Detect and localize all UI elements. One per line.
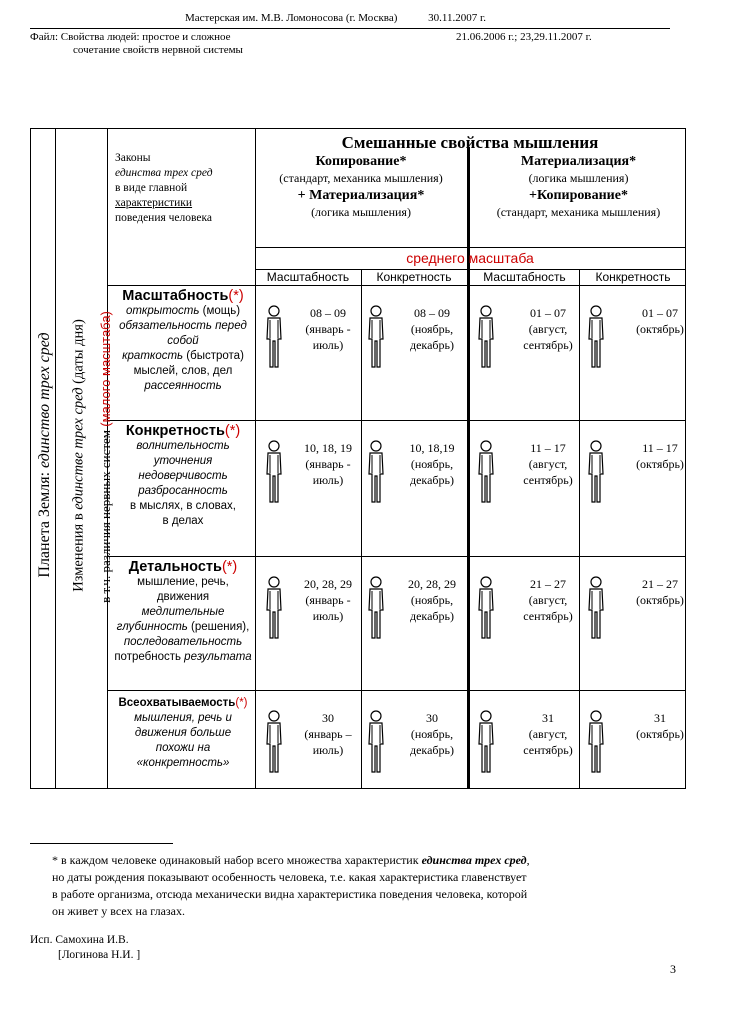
header-divider [30, 28, 670, 29]
row-divider-0 [107, 285, 685, 286]
row-trait: в делах [162, 515, 204, 527]
date-cell: 31 (октябрь) [636, 711, 684, 741]
row-trait: недоверчивость [138, 470, 228, 482]
person-icon [475, 440, 497, 504]
file-dates: 21.06.2006 г.; 23,29.11.2007 г. [456, 31, 592, 43]
date-cell: 01 – 07 (август, сентябрь) [523, 306, 573, 352]
header-org: Мастерская им. М.В. Ломоносова (г. Москва) [185, 12, 398, 24]
person-icon [585, 440, 607, 504]
row-divider-3 [107, 690, 685, 691]
person-icon [475, 305, 497, 369]
date-cell: 01 – 07 (октябрь) [636, 306, 684, 336]
row-trait: обязательность перед [119, 320, 247, 332]
row-title: Масштабность(*) [122, 288, 244, 304]
date-cell: 30 (ноябрь, декабрь) [410, 711, 454, 757]
person-icon [263, 440, 285, 504]
group-divider [467, 147, 470, 788]
footnote: * в каждом человеке одинаковый набор всего множества характеристик единства трех сред, но даты рождения показывают особенность человека, т.е. какая характеристика главенствует в работе организма, отсюда механически видна характеристика поведения человека, которой он живет у всех на глазах. [52, 853, 530, 918]
page-number: 3 [670, 962, 676, 976]
row-title: Конкретность(*) [125, 423, 241, 439]
date-cell: 11 – 17 (август, сентябрь) [523, 441, 573, 487]
date-cell: 08 – 09 (ноябрь, декабрь) [410, 306, 454, 352]
changes-label: Изменения в единстве трех сред (даты дня) [70, 319, 87, 592]
row-trait: последовательность [123, 636, 243, 648]
date-cell: 20, 28, 29 (январь - июль) [304, 577, 352, 623]
person-icon [365, 710, 387, 774]
row-trait: похожи на [155, 742, 211, 754]
file-title-2: сочетание свойств нервной системы [73, 44, 243, 56]
person-icon [263, 305, 285, 369]
date-cell: 10, 18, 19 (январь - июль) [304, 441, 352, 487]
executor-1: Исп. Самохина И.В. [30, 934, 129, 946]
header-date: 30.11.2007 г. [428, 12, 487, 24]
table-title: Смешанные свойства мышления [341, 133, 599, 152]
row-trait: глубинность (решения), [116, 621, 250, 633]
row-label [109, 424, 257, 529]
file-title-1: Свойства людей: простое и сложное [60, 31, 231, 43]
person-icon [475, 576, 497, 640]
row-trait: открытость (мощь) [125, 305, 241, 317]
row-label [109, 560, 257, 665]
row-trait: «конкретность» [136, 757, 230, 769]
col-divider-1 [55, 129, 56, 788]
laws-header: Законы единства трех сред в виде главной характеристики поведения человека [115, 152, 213, 224]
row-trait: движения больше [134, 727, 232, 739]
person-icon [365, 305, 387, 369]
person-icon [365, 440, 387, 504]
row-title: Детальность(*) [128, 559, 238, 575]
footnote-divider [30, 843, 173, 844]
subcol-1: Масштабность [266, 270, 350, 284]
page-header [185, 12, 486, 24]
date-cell: 11 – 17 (октябрь) [636, 441, 684, 471]
planet-label: Планета Земля: единство трех сред [36, 332, 53, 578]
properties-table [30, 128, 686, 789]
row-divider-1 [107, 420, 685, 421]
person-icon [585, 710, 607, 774]
row-trait: мышления, речь и [134, 712, 232, 724]
person-icon [475, 710, 497, 774]
group-head-2: Материализация* (логика мышления) +Копирование* (стандарт, механика мышления) [496, 154, 661, 219]
file-info [30, 31, 243, 57]
person-icon [585, 576, 607, 640]
row-title: Всеохватываемость(*) [118, 697, 248, 709]
date-cell: 30 (январь – июль) [304, 711, 352, 757]
row-label [109, 289, 257, 394]
subcol-3: Масштабность [483, 270, 566, 284]
row-trait: в мыслях, в словах, [130, 500, 236, 512]
subcol-2: Конкретность [376, 270, 452, 284]
row-trait: краткость (быстрота) [122, 350, 244, 362]
row-divider-scale [255, 247, 685, 248]
date-cell: 21 – 27 (октябрь) [636, 577, 684, 607]
row-divider-2 [107, 556, 685, 557]
row-label [109, 696, 257, 771]
row-trait: движения [156, 591, 210, 603]
person-icon [365, 576, 387, 640]
row-trait: медлительные [141, 606, 225, 618]
row-trait: разбросанность [138, 485, 228, 497]
date-cell: 31 (август, сентябрь) [523, 711, 573, 757]
executor-2: [Логинова Н.И. ] [58, 949, 141, 961]
person-icon [585, 305, 607, 369]
person-icon [263, 576, 285, 640]
group-head-1: Копирование* (стандарт, механика мышления) + Материализация* (логика мышления) [279, 154, 443, 219]
row-trait: потребность результата [114, 651, 252, 663]
date-cell: 21 – 27 (август, сентябрь) [523, 577, 573, 623]
subcol-4: Конкретность [595, 270, 671, 284]
executor-block [30, 933, 140, 963]
scale-label: среднего масштаба [406, 250, 534, 266]
person-icon [263, 710, 285, 774]
row-trait: собой [167, 335, 199, 347]
date-cell: 08 – 09 (январь - июль) [305, 306, 351, 352]
row-trait: уточнения [153, 455, 213, 467]
date-cell: 10, 18,19 (ноябрь, декабрь) [409, 441, 455, 487]
row-trait: рассеянность [144, 380, 222, 392]
row-trait: мышление, речь, [137, 576, 229, 588]
row-trait: волнительность [136, 440, 230, 452]
file-label: Файл: [30, 31, 59, 43]
nervous-systems-label: в т.ч. различия нервных систем (малого масштаба) [98, 311, 113, 603]
date-cell: 20, 28, 29 (ноябрь, декабрь) [408, 577, 456, 623]
row-trait: мыслей, слов, дел [133, 365, 233, 377]
